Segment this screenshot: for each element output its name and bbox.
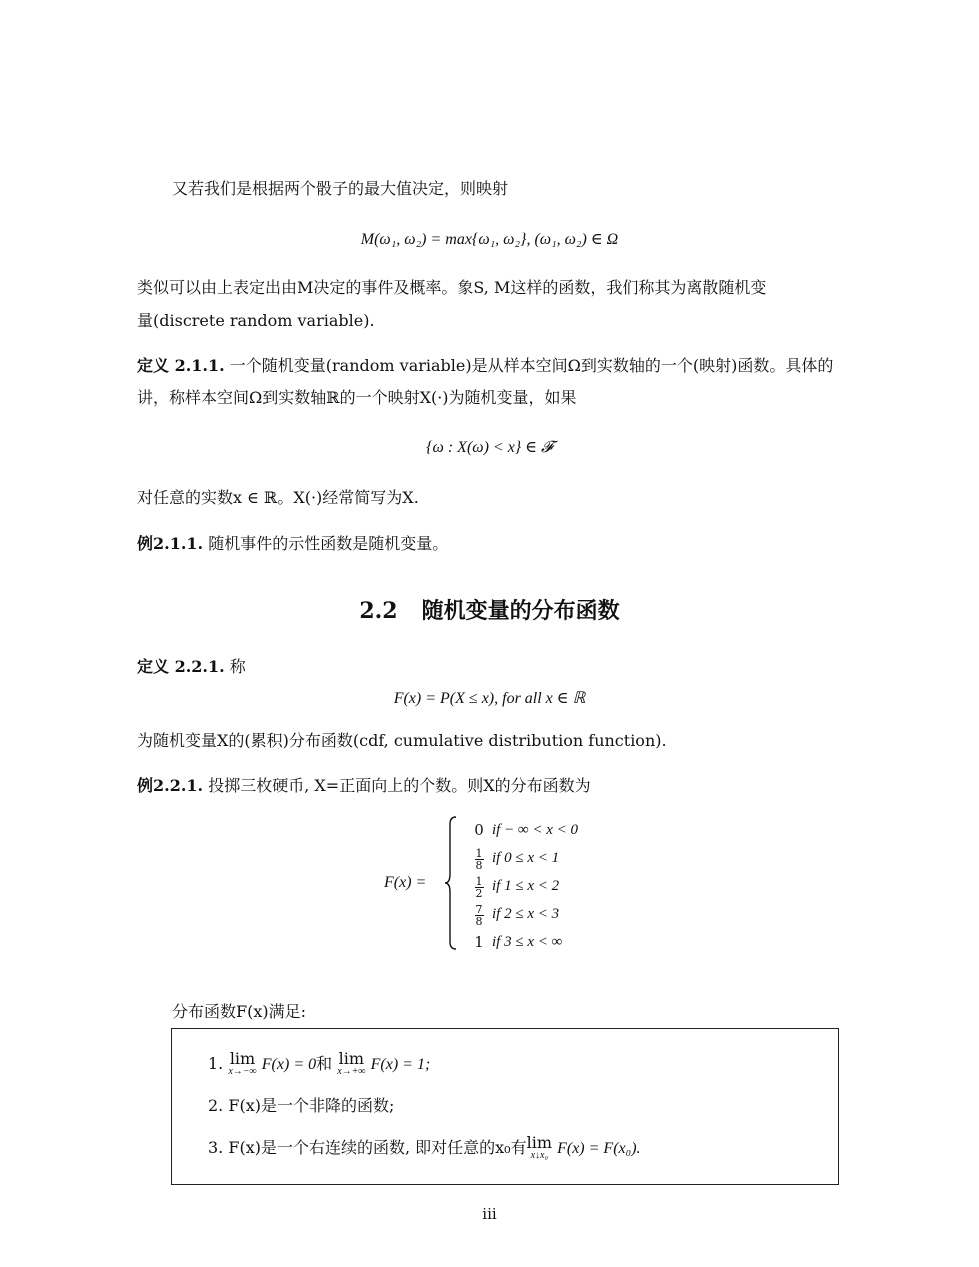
- section-heading: [0, 594, 979, 625]
- limit-operator: lim: [526, 1133, 552, 1152]
- piecewise-condition: if 2 ≤ x < 3: [492, 906, 560, 922]
- intro-text: 又若我们是根据两个骰子的最大值决定，则映射: [172, 179, 509, 198]
- page-number: iii: [482, 1205, 497, 1223]
- paragraph-line: 量(discrete random variable).: [137, 311, 375, 330]
- fraction-numerator: 7: [475, 902, 483, 916]
- section-number: 2.2: [359, 598, 398, 624]
- paragraph-line: 类似可以由上表定出由M决定的事件及概率。象S, M这样的函数，我们称其为离散随机变: [137, 278, 767, 297]
- fraction-denominator: 8: [475, 914, 483, 928]
- piecewise-condition: if 0 ≤ x < 1: [492, 850, 560, 866]
- property-item-1: [208, 1051, 430, 1077]
- piecewise-row: [466, 844, 578, 872]
- equation-max: M(ω₁, ω₂) = max{ω₁, ω₂}, (ω₁, ω₂) ∈ Ω: [360, 231, 619, 248]
- limit-operator: lim: [338, 1049, 365, 1068]
- limit-subscript: x↓x₀: [530, 1150, 548, 1161]
- limit-expression: [337, 1051, 365, 1077]
- fraction: [475, 904, 484, 927]
- piecewise-rows: [466, 816, 578, 956]
- piecewise-row: [466, 900, 578, 928]
- definition-text: 称: [229, 657, 246, 676]
- property-text: F(x)是一个右连续的函数, 即对任意的x₀有: [228, 1138, 527, 1157]
- left-brace-icon: [444, 816, 458, 950]
- piecewise-row: [466, 928, 578, 956]
- limit-value: F(x) = 1;: [370, 1056, 431, 1073]
- piecewise-value: 1: [474, 933, 484, 951]
- limit-expression: [527, 1135, 552, 1161]
- fraction: [475, 876, 484, 899]
- limit-subscript: x→−∞: [228, 1066, 257, 1077]
- piecewise-condition: if − ∞ < x < 0: [492, 822, 579, 838]
- properties-box: [171, 1028, 839, 1185]
- limit-value: F(x) = F(x₀).: [557, 1140, 641, 1157]
- piecewise-row: [466, 872, 578, 900]
- limit-operator: lim: [229, 1049, 256, 1068]
- example-text: 随机事件的示性函数是随机变量。: [208, 534, 449, 553]
- property-item-2: [208, 1093, 394, 1116]
- properties-intro: 分布函数F(x)满足:: [172, 1002, 307, 1021]
- section-title: 随机变量的分布函数: [421, 599, 620, 624]
- definition-2-2-1: [137, 656, 246, 678]
- item-number: 3.: [208, 1138, 224, 1157]
- definition-text: 一个随机变量(random variable)是从样本空间Ω到实数轴的一个(映射)函数。具体的: [229, 356, 834, 375]
- example-2-2-1: [137, 775, 591, 797]
- item-number: 2.: [208, 1096, 224, 1115]
- limit-subscript: x→+∞: [337, 1066, 366, 1077]
- equation-event: {ω : X(ω) < x} ∈ 𝓕: [426, 439, 553, 456]
- conjunction: 和: [316, 1054, 333, 1073]
- limit-value: F(x) = 0: [261, 1056, 317, 1073]
- piecewise-lhs: F(x) =: [384, 874, 427, 891]
- definition-text: 对任意的实数x ∈ ℝ。X(·)经常简写为X.: [137, 488, 419, 507]
- definition-text: 讲，称样本空间Ω到实数轴ℝ的一个映射X(·)为随机变量，如果: [137, 388, 577, 407]
- example-label: 例2.2.1.: [137, 776, 204, 795]
- example-2-1-1: [137, 533, 448, 555]
- item-number: 1.: [208, 1054, 224, 1073]
- piecewise-value: 0: [474, 821, 484, 839]
- definition-label: 定义 2.2.1.: [137, 657, 225, 676]
- fraction-denominator: 8: [475, 858, 483, 872]
- piecewise-row: [466, 816, 578, 844]
- piecewise-condition: if 3 ≤ x < ∞: [492, 934, 563, 950]
- fraction-numerator: 1: [475, 874, 483, 888]
- property-item-3: [208, 1135, 641, 1161]
- example-text: 投掷三枚硬币, X=正面向上的个数。则X的分布函数为: [208, 776, 591, 795]
- piecewise-condition: if 1 ≤ x < 2: [492, 878, 560, 894]
- fraction: [475, 848, 484, 871]
- property-text: F(x)是一个非降的函数;: [228, 1096, 395, 1115]
- equation-cdf: F(x) = P(X ≤ x), for all x ∈ ℝ: [393, 690, 586, 707]
- limit-expression: [228, 1051, 256, 1077]
- definition-label: 定义 2.1.1.: [137, 356, 225, 375]
- definition-text: 为随机变量X的(累积)分布函数(cdf, cumulative distribution function).: [137, 731, 667, 750]
- fraction-denominator: 2: [475, 886, 483, 900]
- example-label: 例2.1.1.: [137, 534, 204, 553]
- fraction-numerator: 1: [475, 846, 483, 860]
- definition-2-1-1: [137, 355, 833, 377]
